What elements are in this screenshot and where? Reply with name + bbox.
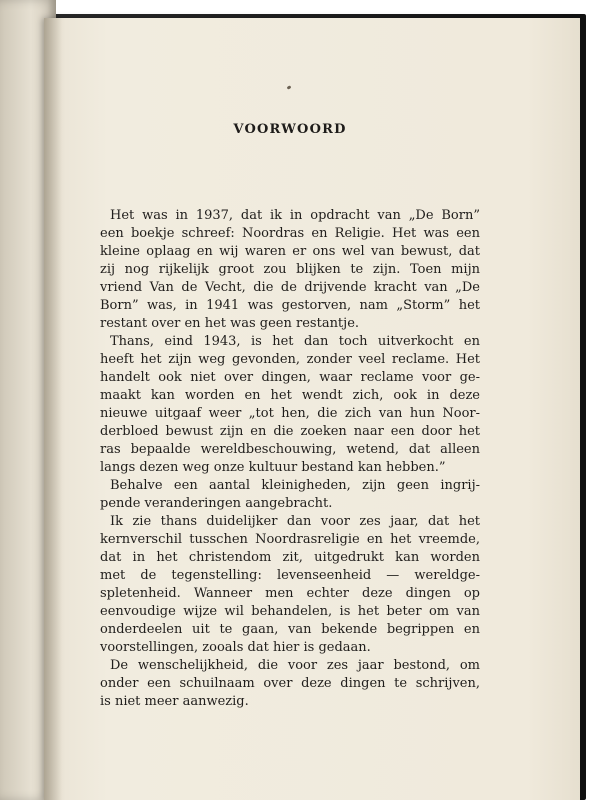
text-line: vriend Van de Vecht, die de drijvende kracht van „De (100, 280, 480, 295)
text-line: derbloed bewust zijn en die zoeken naar een door het (100, 424, 480, 439)
text-line: pende veranderingen aangebracht. (100, 496, 333, 511)
text-line: Ik zie thans duidelijker dan voor zes jaar, dat het (110, 514, 480, 529)
text-line: zij nog rijkelijk groot zou blijken te zijn. Toen mijn (100, 262, 480, 277)
paragraph-5 (100, 657, 480, 711)
text-line: kernverschil tusschen Noordrasreligie en het vreemde, (100, 532, 480, 547)
text-line: onderdeelen uit te gaan, van bekende begrippen en (100, 622, 480, 637)
paragraph-2 (100, 333, 480, 477)
paragraph-4 (100, 513, 480, 657)
text-line: langs dezen weg onze kultuur bestand kan hebben.” (100, 460, 446, 475)
page-body (100, 207, 480, 711)
text-line: handelt ook niet over dingen, waar reclame voor ge- (100, 370, 480, 385)
paragraph-3 (100, 477, 480, 513)
text-line: restant over en het was geen restantje. (100, 316, 360, 331)
text-line: onder een schuilnaam over deze dingen te schrijven, (100, 676, 480, 691)
text-line: heeft het zijn weg gevonden, zonder veel reclame. Het (100, 352, 480, 367)
text-line: ras bepaalde wereldbeschouwing, wetend, dat alleen (100, 442, 480, 457)
text-line: maakt kan worden en het wendt zich, ook in deze (100, 388, 480, 403)
text-line: eenvoudige wijze wil behandelen, is het beter om van (100, 604, 480, 619)
text-line: Behalve een aantal kleinigheden, zijn geen ingrij- (110, 478, 480, 493)
text-line: Thans, eind 1943, is het dan toch uitverkocht en (110, 334, 480, 349)
text-line: spletenheid. Wanneer men echter deze dingen op (100, 586, 480, 601)
text-line: met de tegenstelling: levenseenheid — wereldge- (100, 568, 480, 583)
text-line: nieuwe uitgaaf weer „tot hen, die zich van hun Noor- (100, 406, 480, 421)
text-line: kleine oplaag en wij waren er ons wel van bewust, dat (100, 244, 480, 259)
text-line: Born” was, in 1941 was gestorven, nam „Storm” het (100, 298, 480, 313)
text-line: De wenschelijkheid, die voor zes jaar bestond, om (110, 658, 480, 673)
page-gutter-shadow (44, 18, 62, 800)
text-line: voorstellingen, zooals dat hier is gedaan. (100, 640, 371, 655)
text-line: Het was in 1937, dat ik in opdracht van „De Born” (110, 208, 480, 223)
text-line: is niet meer aanwezig. (100, 694, 249, 709)
text-line: een boekje schreef: Noordras en Religie. Het was een (100, 226, 480, 241)
text-line: dat in het christendom zit, uitgedrukt kan worden (100, 550, 480, 565)
page-title: VOORWOORD (233, 122, 347, 137)
paragraph-1 (100, 207, 480, 333)
